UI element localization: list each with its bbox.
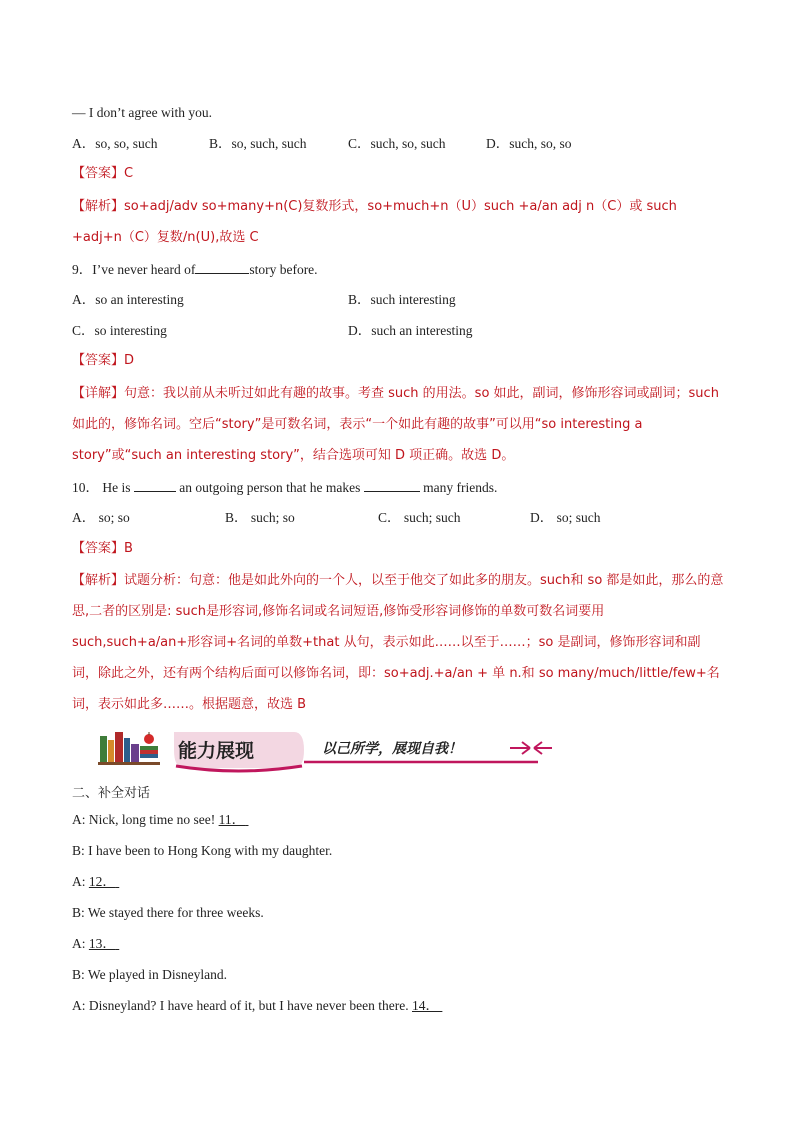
answer-value: C [124, 166, 134, 181]
answer-value: B [124, 541, 133, 556]
dialog-line [72, 996, 442, 1016]
q9-stem-after: story before. [249, 262, 318, 277]
answer-label: 【答案】 [72, 166, 125, 181]
q10-stem-part3: many friends. [423, 480, 498, 495]
q8-option-c: C．such, so, such [348, 136, 446, 151]
q10-option-c: C． such; such [378, 510, 461, 525]
q8-option-a: A．so, so, such [72, 136, 158, 151]
dialog-line [72, 872, 119, 892]
q10-blank-2 [364, 477, 420, 492]
dialog-text: I have been to Hong Kong with my daughter. [88, 843, 333, 858]
dialog-line [72, 841, 332, 861]
section2-heading: 二、补全对话 [72, 786, 151, 801]
answer-label: 【答案】 [72, 353, 125, 368]
speaker-label: A: [72, 998, 86, 1013]
dialog-line [72, 903, 264, 923]
q8-analysis [72, 191, 724, 253]
dialog-text: We stayed there for three weeks. [87, 905, 264, 920]
analysis-text: 试题分析：句意：他是如此外向的一个人，以至于他交了如此多的朋友。such和 so 都是如此，那么的意思,二者的区别是: such是形容词,修饰名词或名词短语,修饰受形容词修饰的单数可数名词要用such,such+a/an+形容词+名词的单数+that 从句，表示如此……以至于……；so 是副词，修饰形容词和副词，除此之外，还有两个结构后面可以修饰名词，即：so+adj.+a/an + 单 n.和 so many/much/little/few+名词，表示如此多……。根据题意，故选 B [72, 573, 724, 712]
speaker-label: B: [72, 843, 85, 858]
banner-title: 能力展现 [178, 740, 255, 762]
dialog-text: We played in Disneyland. [87, 967, 228, 982]
dialog-line [72, 810, 248, 830]
detail-label: 【详解】 [72, 386, 125, 401]
dialog-text: Nick, long time no see! [88, 812, 216, 827]
analysis-text: so+adj/adv so+many+n(C)复数形式，so+much+n（U）such +a/an adj n（C）或 such +adj+n（C）复数/n(U),故选 C [72, 199, 677, 245]
dialog-line [72, 934, 119, 954]
q8-option-d: D．such, so, so [486, 136, 572, 151]
dialog-line [72, 965, 227, 985]
analysis-label: 【解析】 [72, 199, 125, 214]
q10-answer [72, 539, 133, 559]
q10-analysis [72, 565, 724, 720]
speaker-label: A: [72, 812, 86, 827]
q9-stem [72, 259, 318, 280]
analysis-label: 【解析】 [72, 573, 125, 588]
q10-stem-part2: an outgoing person that he makes [179, 480, 361, 495]
q10-option-a: A． so; so [72, 510, 130, 525]
q9-option-d: D．such an interesting [348, 323, 473, 338]
q9-blank [195, 259, 249, 274]
q9-detail [72, 378, 724, 471]
q9-stem-before: 9．I’ve never heard of [72, 262, 196, 277]
q10-stem [72, 477, 497, 498]
speaker-label: A: [72, 874, 86, 889]
answer-label: 【答案】 [72, 541, 125, 556]
q8-answer [72, 164, 133, 184]
q9-option-b: B．such interesting [348, 292, 456, 307]
q8-option-b: B．so, such, such [209, 136, 307, 151]
q10-option-d: D． so; such [530, 510, 601, 525]
q8-dialog-line: — I don’t agree with you. [72, 105, 212, 120]
answer-blank[interactable]: 14． [412, 998, 439, 1013]
answer-blank[interactable]: 12． [88, 874, 116, 889]
speaker-label: B: [72, 905, 85, 920]
dialog-text: Disneyland? I have heard of it, but I have never been there. [88, 998, 409, 1013]
answer-value: D [124, 353, 135, 368]
speaker-label: A: [72, 936, 86, 951]
q9-answer [72, 351, 134, 371]
q10-blank-1 [134, 477, 176, 492]
q10-option-b: B． such; so [225, 510, 295, 525]
banner-slogan: 以己所学，展现自我！ [322, 741, 462, 757]
q10-stem-part1: 10． He is [72, 480, 131, 495]
q9-option-c: C．so interesting [72, 323, 167, 338]
answer-blank[interactable]: 11． [218, 812, 246, 827]
detail-text: 句意：我以前从未听过如此有趣的故事。考查 such 的用法。so 如此，副词，修饰形容词或副词；such 如此的，修饰名词。空后“story”是可数名词，表示“一个如此有趣的故事”可以用“so interesting a story”或“such an interesting story”，结合选项可知 D 项正确。故选 D。 [72, 386, 719, 463]
section-banner [98, 726, 553, 774]
q9-option-a: A．so an interesting [72, 292, 184, 307]
answer-blank[interactable]: 13． [88, 936, 116, 951]
speaker-label: B: [72, 967, 85, 982]
